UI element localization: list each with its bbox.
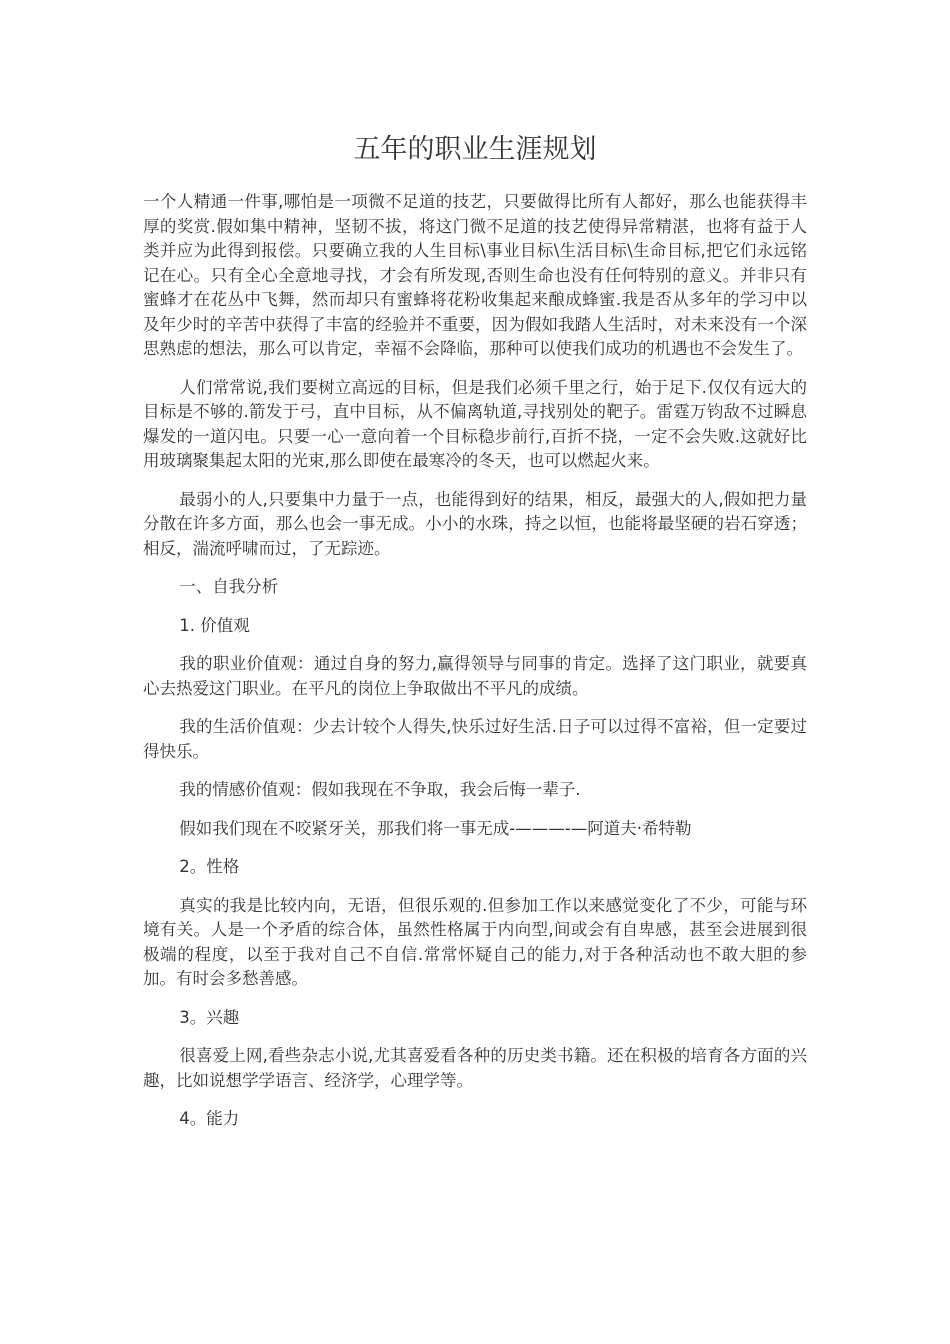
interests-paragraph: 很喜爱上网,看些杂志小说,尤其喜爱看各种的历史类书籍。还在积极的培育各方面的兴趣，比如说想学学语言、经济学，心理学等。 <box>143 1046 807 1090</box>
personality-paragraph: 真实的我是比较内向，无语，但很乐观的.但参加工作以来感觉变化了不少，可能与环境有关。人是一个矛盾的综合体，虽然性格属于内向型,间或会有自卑感，甚至会进展到很极端的程度，以至于我对自己不自信.常常怀疑自己的能力,对于各种活动也不敢大胆的参加。有时会多愁善感。 <box>143 895 807 988</box>
document-title: 五年的职业生涯规划 <box>353 134 597 165</box>
focus-paragraph: 最弱小的人,只要集中力量于一点，也能得到好的结果，相反，最强大的人,假如把力量分散在许多方面，那么也会一事无成。小小的水珠，持之以恒，也能将最坚硬的岩石穿透；相反，湍流呼啸而过，了无踪迹。 <box>143 489 807 558</box>
subheading-abilities: 4。能力 <box>179 1109 240 1128</box>
goal-paragraph: 人们常常说,我们要树立高远的目标，但是我们必须千里之行，始于足下.仅仅有远大的目标是不够的.箭发于弓，直中目标，从不偏离轨道,寻找别处的靶子。雷霆万钧敌不过瞬息爆发的一道闪电。只要一心一意向着一个目标稳步前行,百折不挠，一定不会失败.这就好比用玻璃聚集起太阳的光束,那么即使在最寒冷的冬天，也可以燃起火来。 <box>143 377 807 470</box>
intro-paragraph: 一个人精通一件事,哪怕是一项微不足道的技艺，只要做得比所有人都好，那么也能获得丰厚的奖赏.假如集中精神，坚韧不拔，将这门微不足道的技艺使得异常精湛，也将有益于人类并应为此得到报偿。只要确立我的人生目标\事业目标\生活目标\生命目标,把它们永远铭记在心。只有全心全意地寻找，才会有所发现,否则生命也没有任何特别的意义。并非只有蜜蜂才在花丛中飞舞，然而却只有蜜蜂将花粉收集起来酿成蜂蜜.我是否从多年的学习中以及年少时的辛苦中获得了丰富的经验并不重要，因为假如我踏人生活时，对未来没有一个深思熟虑的想法，那么可以肯定，幸福不会降临，那种可以使我们成功的机遇也不会发生了。 <box>143 192 807 358</box>
career-values-paragraph: 我的职业价值观：通过自身的努力,赢得领导与同事的肯定。选择了这门职业，就要真心去热爱这门职业。在平凡的岗位上争取做出不平凡的成绩。 <box>143 654 807 698</box>
subheading-personality: 2。性格 <box>179 857 240 876</box>
document-page <box>143 128 807 1146</box>
subheading-values: 1. 价值观 <box>179 615 250 635</box>
subheading-interests: 3。兴趣 <box>179 1007 240 1027</box>
quote-paragraph: 假如我们现在不咬紧牙关，那我们将一事无成-———-—阿道夫·希特勒 <box>179 818 692 838</box>
life-values-paragraph: 我的生活价值观：少去计较个人得失,快乐过好生活.日子可以过得不富裕，但一定要过得快乐。 <box>143 717 807 761</box>
emotion-values-paragraph: 我的情感价值观：假如我现在不争取，我会后悔一辈子. <box>179 780 581 799</box>
section-heading-self-analysis: 一、自我分析 <box>179 577 279 596</box>
